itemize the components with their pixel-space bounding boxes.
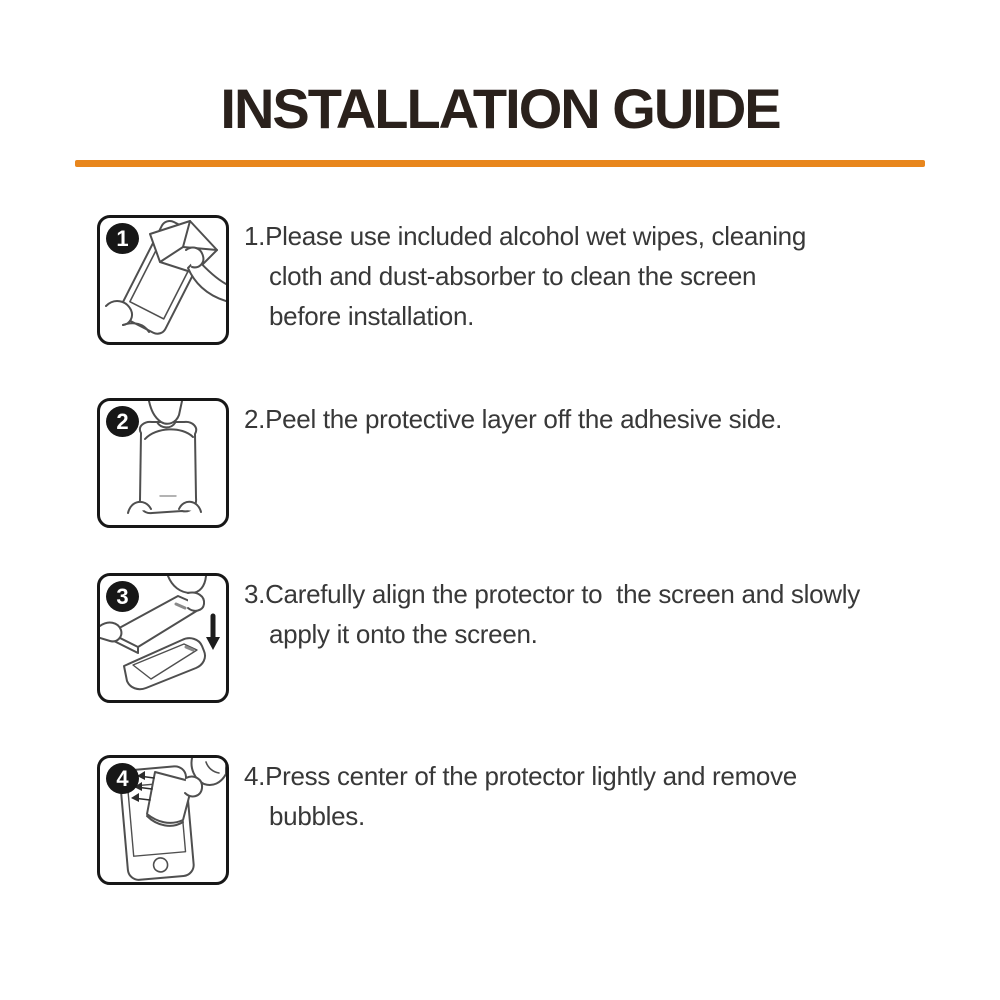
step-3-text	[244, 573, 860, 654]
step-4-line-1: 4.Press center of the protector lightly and remove	[244, 761, 797, 791]
step-4-line-2: bubbles.	[269, 801, 365, 831]
step-1-line-3: before installation.	[269, 301, 475, 331]
step-2-badge: 2	[106, 406, 139, 437]
step-row-4	[97, 755, 797, 885]
step-3-badge: 3	[106, 581, 139, 612]
step-row-3	[97, 573, 860, 703]
step-row-1	[97, 215, 806, 345]
step-3-line-2: apply it onto the screen.	[269, 619, 538, 649]
step-1-line-1: 1.Please use included alcohol wet wipes, cleaning	[244, 221, 806, 251]
step-2-figure	[97, 398, 229, 528]
step-4-text	[244, 755, 797, 836]
step-1-line-2: cloth and dust-absorber to clean the screen	[269, 261, 757, 291]
step-4-figure	[97, 755, 229, 885]
step-3-figure	[97, 573, 229, 703]
step-3-line-1: 3.Carefully align the protector to the screen and slowly	[244, 579, 860, 609]
step-row-2	[97, 398, 782, 528]
step-2-line-1: 2.Peel the protective layer off the adhesive side.	[244, 404, 783, 434]
step-1-figure	[97, 215, 229, 345]
step-1-text	[244, 215, 806, 336]
title-divider	[75, 160, 925, 167]
step-4-badge: 4	[106, 763, 139, 794]
step-2-text	[244, 398, 782, 439]
page-title: INSTALLATION GUIDE	[220, 77, 780, 140]
step-1-badge: 1	[106, 223, 139, 254]
